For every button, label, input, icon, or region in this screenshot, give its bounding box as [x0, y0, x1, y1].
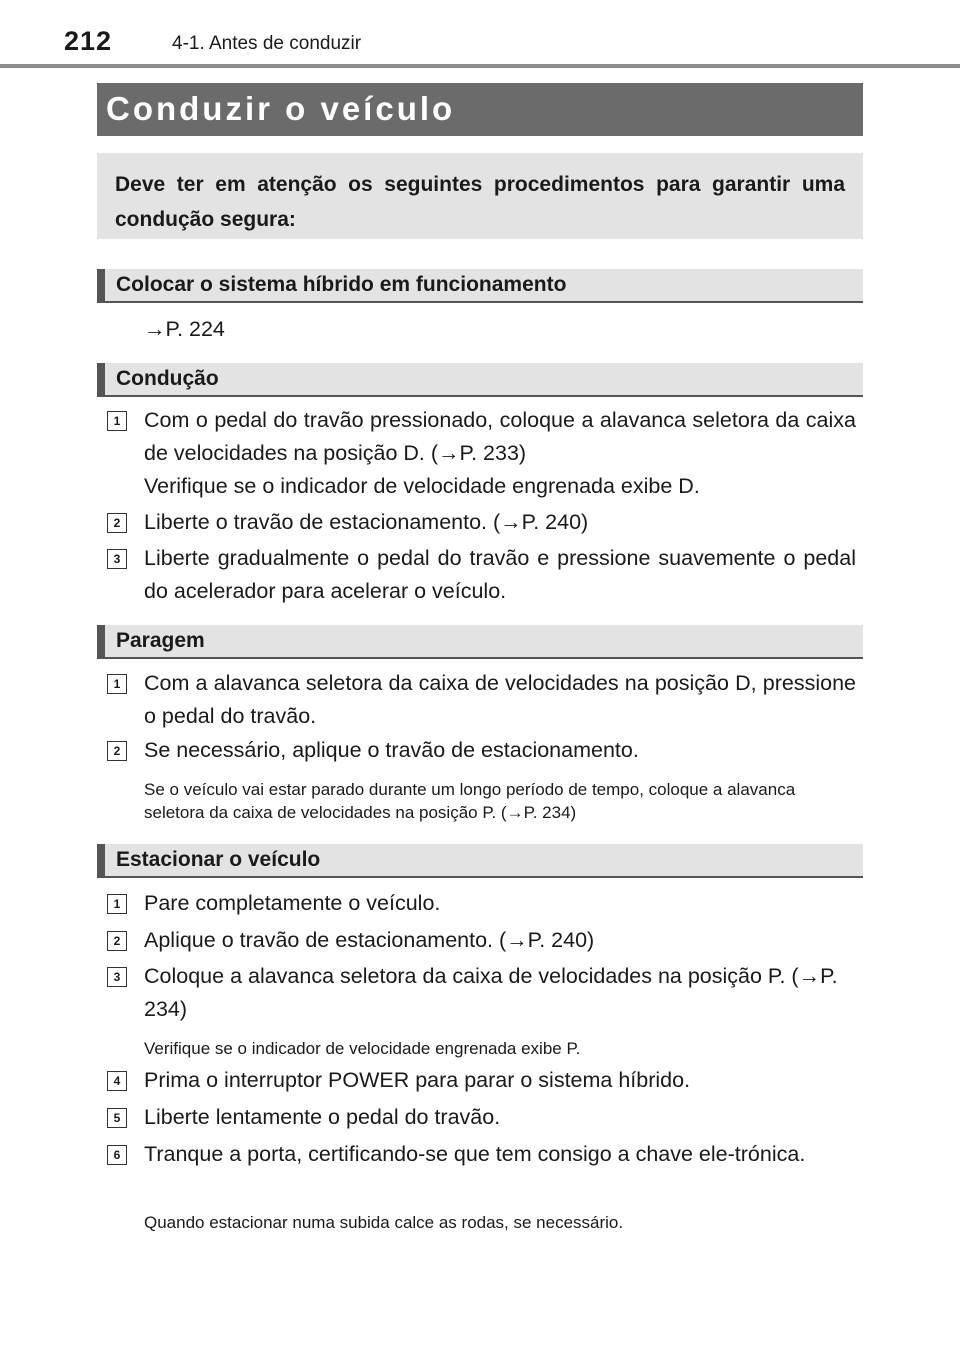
- step-note: Verifique se o indicador de velocidade engrenada exibe P.: [144, 1039, 581, 1058]
- step-text: Coloque a alavanca seletora da caixa de velocidades na posição P. (→P. 234): [144, 964, 838, 1021]
- step-number: 4: [107, 1071, 127, 1091]
- section-heading-label: Estacionar o veículo: [116, 848, 321, 871]
- step-text: Se necessário, aplique o travão de estacionamento.: [144, 738, 639, 762]
- step-text-continued: Verifique se o indicador de velocidade engrenada exibe D.: [144, 474, 700, 498]
- page-number: 212: [64, 26, 113, 56]
- section-heading-label: Paragem: [116, 629, 205, 652]
- page-header: [0, 0, 960, 70]
- step-text: Aplique o travão de estacionamento. (→P. 240): [144, 928, 595, 952]
- page-title: Conduzir o veículo: [106, 90, 456, 127]
- step-number: 3: [107, 967, 127, 987]
- step-number: 1: [107, 411, 127, 431]
- step-note: Se o veículo vai estar parado durante um longo período de tempo, coloque a alavanca seletora da caixa de velocidades na posição P. (→P. 234): [144, 780, 796, 822]
- section-heading-parking: [97, 844, 863, 878]
- step-number: 6: [107, 1145, 127, 1165]
- section-heading-stopping: [97, 625, 863, 659]
- step-number: 2: [107, 931, 127, 951]
- intro-box: [97, 153, 863, 239]
- step-text: Pare completamente o veículo.: [144, 891, 441, 915]
- section-heading-start: [97, 269, 863, 303]
- section-heading-label: Condução: [116, 367, 219, 390]
- step-text: Liberte gradualmente o pedal do travão e pressione suavemente o pedal do acelerador para acelerar o veículo.: [144, 546, 856, 603]
- section-heading-label: Colocar o sistema híbrido em funcionamento: [116, 273, 567, 296]
- section-label: 4-1. Antes de conduzir: [172, 33, 362, 54]
- step-text: Com a alavanca seletora da caixa de velocidades na posição D, pressione o pedal do travão.: [144, 671, 856, 728]
- section-heading-driving: [97, 363, 863, 397]
- header-rule: [0, 64, 960, 68]
- step-text: Tranque a porta, certificando-se que tem consigo a chave ele-trónica.: [144, 1142, 806, 1166]
- cross-reference[interactable]: →P. 224: [144, 317, 225, 341]
- title-bar: [97, 83, 863, 136]
- step-note: Quando estacionar numa subida calce as rodas, se necessário.: [144, 1213, 624, 1232]
- step-number: 3: [107, 549, 127, 569]
- step-text: Liberte o travão de estacionamento. (→P. 240): [144, 510, 589, 534]
- step-number: 2: [107, 741, 127, 761]
- step-number: 1: [107, 894, 127, 914]
- step-number: 5: [107, 1108, 127, 1128]
- step-number: 2: [107, 513, 127, 533]
- step-text: Prima o interruptor POWER para parar o sistema híbrido.: [144, 1068, 691, 1092]
- step-text: Com o pedal do travão pressionado, coloque a alavanca seletora da caixa de velocidades na posição D. (→P. 233): [144, 408, 856, 465]
- step-text: Liberte lentamente o pedal do travão.: [144, 1105, 501, 1129]
- intro-text: Deve ter em atenção os seguintes procedimentos para garantir uma condução segura:: [115, 173, 845, 231]
- step-number: 1: [107, 674, 127, 694]
